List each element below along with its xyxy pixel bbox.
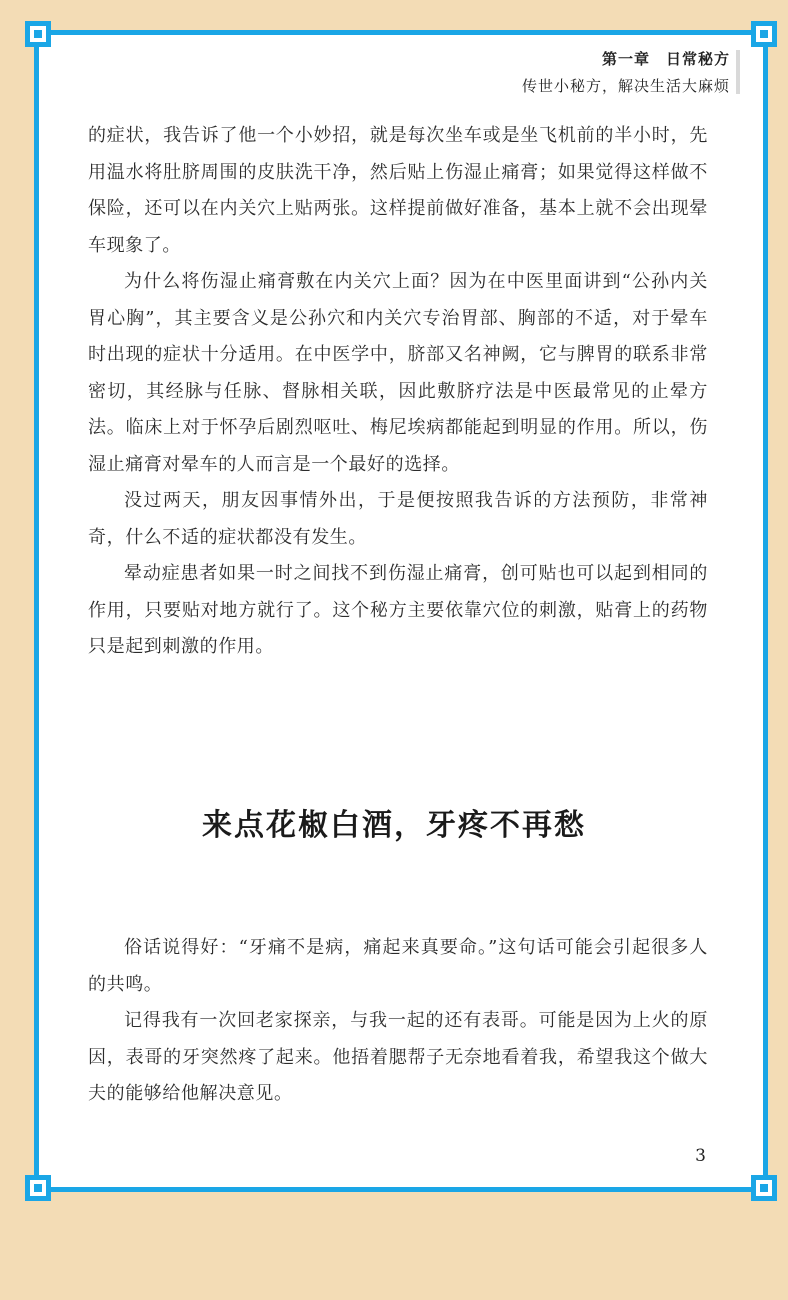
section-heading: 来点花椒白酒，牙疼不再愁 — [202, 808, 586, 843]
frame-corner-ornament — [751, 1175, 777, 1201]
paragraph: 没过两天，朋友因事情外出，于是便按照我告诉的方法预防，非常神奇，什么不适的症状都没有发生。 — [88, 490, 708, 548]
header-divider — [736, 50, 740, 94]
paragraph: 记得我有一次回老家探亲，与我一起的还有表哥。可能是因为上火的原因，表哥的牙突然疼了起来。他捂着腮帮子无奈地看着我，希望我这个做大夫的能够给他解决意见。 — [88, 1010, 708, 1104]
paragraph: 俗话说得好：“牙痛不是病，痛起来真要命。”这句话可能会引起很多人的共鸣。 — [88, 937, 708, 995]
paragraph: 晕动症患者如果一时之间找不到伤湿止痛膏，创可贴也可以起到相同的作用，只要贴对地方就行了。这个秘方主要依靠穴位的刺激，贴膏上的药物只是起到刺激的作用。 — [88, 563, 708, 657]
chapter-title: 第一章 日常秘方 — [601, 50, 730, 68]
section1-body — [88, 118, 708, 666]
frame-corner-ornament — [25, 1175, 51, 1201]
paragraph: 为什么将伤湿止痛膏敷在内关穴上面？因为在中医里面讲到“公孙内关胃心胸”，其主要含义是公孙穴和内关穴专治胃部、胸部的不适，对于晕车时出现的症状十分适用。在中医学中，脐部又名神阙，它与脾胃的联系非常密切，其经脉与任脉、督脉相关联，因此敷脐疗法是中医最常见的止晕方法。临床上对于怀孕后剧烈呕吐、梅尼埃病都能起到明显的作用。所以，伤湿止痛膏对晕车的人而言是一个最好的选择。 — [88, 271, 708, 475]
paragraph: 的症状，我告诉了他一个小妙招，就是每次坐车或是坐飞机前的半小时，先用温水将肚脐周围的皮肤洗干净，然后贴上伤湿止痛膏；如果觉得这样做不保险，还可以在内关穴上贴两张。这样提前做好准备，基本上就不会出现晕车现象了。 — [88, 125, 708, 256]
chapter-subtitle: 传世小秘方，解决生活大麻烦 — [521, 77, 730, 95]
page-number: 3 — [695, 1146, 706, 1166]
frame-corner-ornament — [751, 21, 777, 47]
frame-corner-ornament — [25, 21, 51, 47]
running-header — [522, 48, 730, 96]
section2-body — [88, 930, 708, 1113]
